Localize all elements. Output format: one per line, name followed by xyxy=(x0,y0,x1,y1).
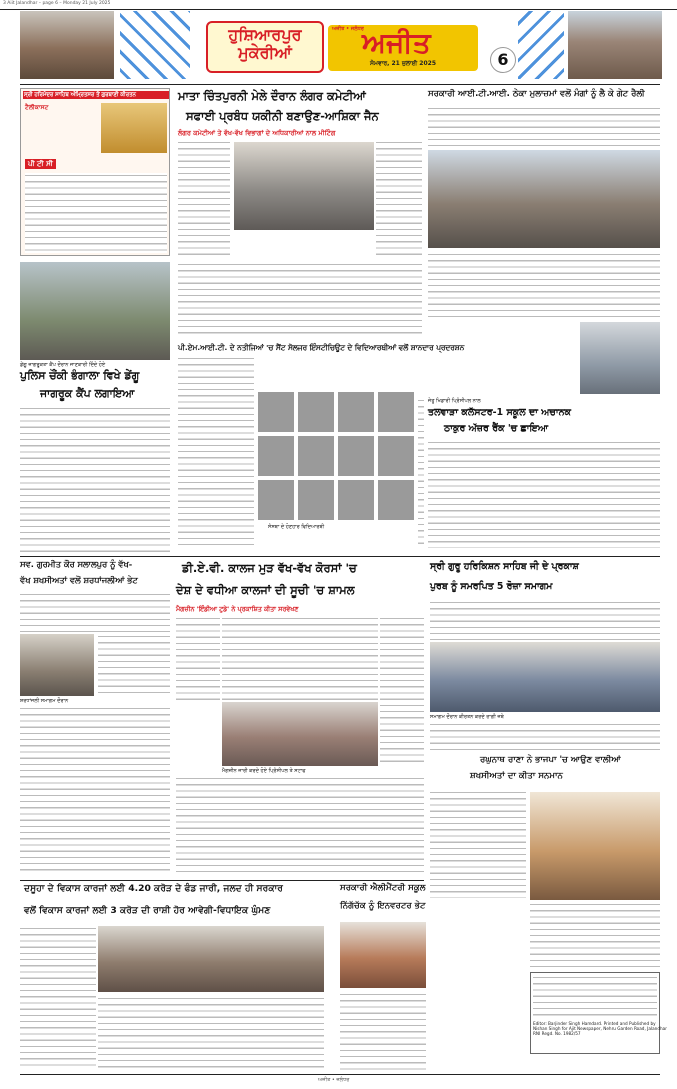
a1-meeting-photo xyxy=(234,142,374,230)
masthead-left-motif xyxy=(120,11,190,79)
gurpurab-headline-2: ਪੁਰਬ ਨੂੰ ਸਮਰਪਿਤ 5 ਰੋਜ਼ਾ ਸਮਾਗਮ xyxy=(430,581,553,592)
a2-text-top xyxy=(428,106,660,146)
a1-headline-1: ਮਾਤਾ ਚਿੰਤਪੁਰਨੀ ਮੇਲੇ ਦੌਰਾਨ ਲੰਗਰ ਕਮੇਟੀਆਂ xyxy=(178,89,366,103)
dav-text-bottom xyxy=(176,776,424,874)
dasuya-text-col2 xyxy=(98,996,324,1070)
rana-photo xyxy=(530,792,660,900)
masthead-rule xyxy=(20,84,660,85)
student-photo xyxy=(378,392,414,432)
dasuya-headline-1: ਦਸੂਹਾ ਦੇ ਵਿਕਾਸ ਕਾਰਜਾਂ ਲਈ 4.20 ਕਰੋੜ ਦੇ ਫੰਡ ਜਾਰੀ, ਜਲਦ ਹੀ ਸਰਕਾਰ xyxy=(24,883,283,894)
imprint-box xyxy=(530,972,667,1054)
gurpurab-text-bottom xyxy=(430,722,660,754)
brand-block xyxy=(328,25,478,71)
student-photo-grid xyxy=(258,392,414,520)
ptc-logo: ਪੀ ਟੀ ਸੀ xyxy=(25,159,56,169)
student-photo xyxy=(338,392,374,432)
imprint-text-lines xyxy=(533,975,657,1019)
rana-headline-2: ਸ਼ਖਸੀਅਤਾਂ ਦਾ ਕੀਤਾ ਸਨਮਾਨ xyxy=(470,771,563,781)
a1-text-bottom xyxy=(178,262,422,338)
student-photo xyxy=(338,436,374,476)
gurmeet-headline-2: ਵੱਖ ਸ਼ਖਸੀਅਤਾਂ ਵਲੋਂ ਸ਼ਰਧਾਂਜਲੀਆਂ ਭੇਟ xyxy=(20,575,138,585)
dav-headline-2: ਦੇਸ਼ ਦੇ ਵਧੀਆ ਕਾਲਜਾਂ ਦੀ ਸੂਚੀ 'ਚ ਸ਼ਾਮਲ xyxy=(176,583,355,597)
talwara-photo-caption: ਜੇਤੂ ਖਿਡਾਰੀ ਪ੍ਰਿੰਸੀਪਲ ਨਾਲ xyxy=(428,398,481,404)
a2-headline: ਸਰਕਾਰੀ ਆਈ.ਟੀ.ਆਈ. ਠੇਕਾ ਮੁਲਾਜ਼ਮਾਂ ਵਲੋਂ ਮੰਗਾਂ ਨੂੰ ਲੈ ਕੇ ਗੇਟ ਰੈਲੀ xyxy=(428,89,645,99)
dasuya-text-col1 xyxy=(20,926,96,1070)
inverter-photo xyxy=(340,922,426,988)
ad-schedule xyxy=(25,173,167,253)
imprint-line-2: Nishan Singh for Ajit Newspaper, Nehru Garden Road, Jalandhar xyxy=(533,1026,667,1031)
rana-text xyxy=(430,790,526,898)
page-number-badge xyxy=(490,47,516,73)
gurpurab-photo-caption: ਸਮਾਗਮ ਦੌਰਾਨ ਕੀਰਤਨ ਕਰਦੇ ਰਾਗੀ ਜਥੇ xyxy=(430,714,504,720)
edition-name: ਹੁਸ਼ਿਆਰਪੁਰ xyxy=(228,25,302,44)
masthead-right-photo xyxy=(568,11,662,79)
gurmeet-headline-1: ਸਵ. ਗੁਰਮੀਤ ਕੌਰ ਸਲਾਲਪੁਰ ਨੂੰ ਵੱਖ- xyxy=(20,559,133,569)
dengue-photo-caption: ਡੇਂਗੂ ਜਾਗਰੂਕਤਾ ਕੈਂਪ ਦੌਰਾਨ ਜਾਣਕਾਰੀ ਦਿੰਦੇ ਹੋਏ xyxy=(20,362,106,368)
gurmeet-text-bottom xyxy=(20,706,170,874)
lower-rule xyxy=(20,880,424,881)
a1-text-col3 xyxy=(376,140,422,258)
a1-subhead: ਲੰਗਰ ਕਮੇਟੀਆਂ ਤੇ ਵੱਖ-ਵੱਖ ਵਿਭਾਗਾਂ ਦੇ ਅਧਿਕਾਰੀਆਂ ਨਾਲ ਮੀਟਿੰਗ xyxy=(178,129,336,137)
a2-text-bottom xyxy=(428,252,660,322)
edition-badge xyxy=(206,21,324,73)
brand-logo: ਅਜੀਤ xyxy=(362,26,431,59)
pmit-headline: ਪੀ.ਏਮ.ਆਈ.ਟੀ. ਦੇ ਨਤੀਜਿਆਂ 'ਚ ਸੈਂਟ ਸੋਲਜਰ ਇੰਸਟੀਚਿਊਟ ਦੇ ਵਿਦਿਆਰਥੀਆਂ ਵਲੋਂ ਸ਼ਾਨਦਾਰ ਪ੍ਰਦਰਸ਼ਨ xyxy=(178,343,465,352)
student-photo xyxy=(298,480,334,520)
student-photo xyxy=(338,480,374,520)
rana-text-bottom xyxy=(530,902,660,968)
inverter-text xyxy=(340,992,426,1070)
talwara-story-text xyxy=(428,440,660,548)
dengue-camp-photo xyxy=(20,262,170,360)
dav-subhead: ਮੈਗਜ਼ੀਨ 'ਇੰਡੀਆ ਟੁਡੇ' ਨੇ ਪ੍ਰਕਾਸ਼ਿਤ ਕੀਤਾ ਸਰਵੇਖਣ xyxy=(176,606,299,613)
pmit-photo-caption: ਸੰਸਥਾ ਦੇ ਹੋਣਹਾਰ ਵਿਦਿਆਰਥੀ xyxy=(268,524,325,530)
imprint-line-1: Editor: Barjinder Singh Hamdard. Printed and Published by xyxy=(533,1021,656,1026)
issue-date: ਸੋਮਵਾਰ, 21 ਜੁਲਾਈ 2025 xyxy=(370,60,436,67)
gurpurab-text-top xyxy=(430,600,660,640)
page-number: 6 xyxy=(497,50,509,69)
inverter-headline-2: ਨਿੱਗੱਚੱਕ ਨੂੰ ਇਨਵਰਟਰ ਭੇਟ xyxy=(340,901,426,911)
bottom-rule xyxy=(20,1074,660,1075)
talwara-school-photo xyxy=(580,322,660,394)
dengue-headline-1: ਪੁਲਿਸ ਚੌਂਕੀ ਭੰਗਾਲਾ ਵਿਖੇ ਡੇਂਗੂ xyxy=(20,369,140,382)
student-photo xyxy=(298,436,334,476)
gurpurab-photo xyxy=(430,642,660,712)
dengue-headline-2: ਜਾਗਰੂਕ ਕੈਂਪ ਲਗਾਇਆ xyxy=(40,387,135,400)
gurmeet-text-side xyxy=(98,634,170,696)
pmit-text-left xyxy=(178,356,254,546)
talwara-headline-1: ਤਲਵਾੜਾ ਕਲੱਸਟਰ-1 ਸਕੂਲ ਦਾ ਅਚਾਨਕ xyxy=(428,407,572,418)
student-photo xyxy=(258,436,294,476)
masthead-right-motif xyxy=(518,11,564,79)
ad-sub: ਟੈਲੀਕਾਸਟ xyxy=(25,104,49,111)
student-photo xyxy=(378,480,414,520)
dengue-story-text xyxy=(20,406,170,554)
dav-text-col1 xyxy=(176,616,220,704)
brand-small: ਅਜੀਤ • ਜਲੰਧਰ xyxy=(332,26,364,32)
gurpurab-headline-1: ਸ੍ਰੀ ਗੁਰੂ ਹਰਿਕਿਸ਼ਨ ਸਾਹਿਬ ਜੀ ਦੇ ਪ੍ਰਕਾਸ਼ xyxy=(430,561,579,572)
rana-headline-1: ਰਘੁਨਾਥ ਰਾਣਾ ਨੇ ਭਾਜਪਾ 'ਚ ਆਉਣ ਵਾਲੀਆਂ xyxy=(480,755,621,765)
masthead-left-photo xyxy=(20,11,114,79)
student-photo xyxy=(378,436,414,476)
dav-photo-caption: ਮੈਗਜ਼ੀਨ ਜਾਰੀ ਕਰਦੇ ਹੋਏ ਪ੍ਰਿੰਸੀਪਲ ਤੇ ਸਟਾਫ xyxy=(222,768,306,774)
masthead xyxy=(20,11,660,81)
a1-headline-2: ਸਫਾਈ ਪ੍ਰਬੰਧ ਯਕੀਨੀ ਬਣਾਉਣ-ਆਸ਼ਿਕਾ ਜੈਨ xyxy=(186,109,379,123)
footer-strip: ਅਜੀਤ • ਜਲੰਧਰ xyxy=(318,1077,350,1083)
section-rule xyxy=(20,556,660,557)
imprint-line-3: RNI Regd. No. 1982/57 xyxy=(533,1031,581,1036)
dasuya-photo xyxy=(98,926,324,992)
dav-headline-1: ਡੀ.ਏ.ਵੀ. ਕਾਲਜ ਮੁੜ ਵੱਖ-ਵੱਖ ਕੋਰਸਾਂ 'ਚ xyxy=(182,561,357,575)
ad-title: ਸ੍ਰੀ ਹਰਿਮੰਦਰ ਸਾਹਿਬ ਅੰਮ੍ਰਿਤਸਰ ਤੋਂ ਗੁਰਬਾਣੀ ਕੀਰਤਨ xyxy=(23,91,169,99)
dav-magazine-photo xyxy=(222,702,378,766)
talwara-headline-2: ਠਾਕੁਰ ਅੱਜ਼ਰ ਰੈਂਕ 'ਚ ਛਾਇਆ xyxy=(444,423,549,434)
a2-protest-photo xyxy=(428,150,660,248)
dasuya-headline-2: ਵਲੋਂ ਵਿਕਾਸ ਕਾਰਜਾਂ ਲਈ 3 ਕਰੋੜ ਦੀ ਰਾਸ਼ੀ ਹੋਰ ਆਵੇਗੀ-ਵਿਧਾਇਕ ਘੁੰਮਣ xyxy=(24,905,271,916)
inverter-headline-1: ਸਰਕਾਰੀ ਐਲੀਮੈਂਟਰੀ ਸਕੂਲ xyxy=(340,883,426,893)
pmit-text-right xyxy=(418,398,424,546)
gurmeet-photo-caption: ਸ਼ਰਧਾਂਜਲੀ ਸਮਾਗਮ ਦੌਰਾਨ xyxy=(20,698,69,704)
dav-text-col3 xyxy=(380,616,424,766)
top-rule xyxy=(0,9,677,10)
dav-text-col2 xyxy=(222,616,378,700)
print-info: 3 Aiit Jalandhar – page 6 – Monday 21 July 2025 xyxy=(3,1,111,6)
edition-name-2: ਮੁਕੇਰੀਆਂ xyxy=(238,43,292,63)
gurmeet-text-top xyxy=(20,592,170,632)
gurmeet-photo xyxy=(20,634,94,696)
a1-text-col1 xyxy=(178,140,230,258)
student-photo xyxy=(258,392,294,432)
advertisement xyxy=(20,88,170,256)
student-photo xyxy=(298,392,334,432)
golden-temple-photo xyxy=(101,103,167,153)
student-photo xyxy=(258,480,294,520)
